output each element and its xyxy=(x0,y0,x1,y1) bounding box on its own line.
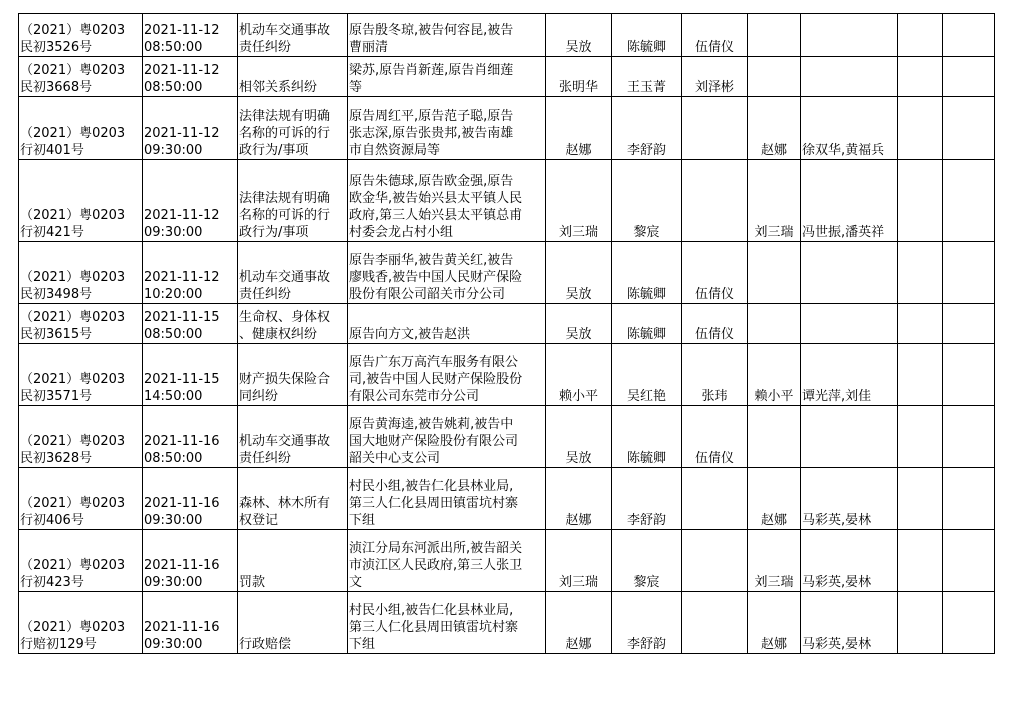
clerk-cell: 李舒韵 xyxy=(612,592,682,654)
table-row xyxy=(19,160,995,242)
clerk-cell: 王玉菁 xyxy=(612,57,682,97)
hearing-time-cell: 2021-11-16 08:50:00 xyxy=(143,406,238,468)
table-row xyxy=(19,14,995,57)
case-number-cell: （2021）粤0203 行初421号 xyxy=(19,160,143,242)
clerk-cell: 陈毓卿 xyxy=(612,406,682,468)
case-number-cell: （2021）粤0203 民初3668号 xyxy=(19,57,143,97)
empty-cell xyxy=(943,14,995,57)
juror-cell: 伍倩仪 xyxy=(682,14,748,57)
parties-cell: 村民小组,被告仁化县林业局, 第三人仁化县周田镇雷坑村寨 下组 xyxy=(348,468,546,530)
empty-cell xyxy=(898,468,943,530)
clerk-cell: 黎宸 xyxy=(612,160,682,242)
clerk-cell: 陈毓卿 xyxy=(612,304,682,344)
hearing-time-cell: 2021-11-12 08:50:00 xyxy=(143,14,238,57)
judge-cell: 赵娜 xyxy=(546,592,612,654)
presiding-judge-cell: 刘三瑞 xyxy=(748,160,801,242)
jurors-cell xyxy=(801,304,898,344)
case-number-cell: （2021）粤0203 民初3615号 xyxy=(19,304,143,344)
presiding-judge-cell xyxy=(748,57,801,97)
hearing-time-cell: 2021-11-16 09:30:00 xyxy=(143,530,238,592)
parties-cell: 原告李丽华,被告黄关红,被告 廖贱香,被告中国人民财产保险 股份有限公司韶关市分公司 xyxy=(348,242,546,304)
juror-cell xyxy=(682,97,748,160)
presiding-judge-cell: 赵娜 xyxy=(748,592,801,654)
case-cause-cell: 行政赔偿 xyxy=(238,592,348,654)
empty-cell xyxy=(943,530,995,592)
empty-cell xyxy=(943,57,995,97)
judge-cell: 张明华 xyxy=(546,57,612,97)
case-number-cell: （2021）粤0203 民初3628号 xyxy=(19,406,143,468)
juror-cell xyxy=(682,468,748,530)
empty-cell xyxy=(943,592,995,654)
presiding-judge-cell xyxy=(748,242,801,304)
table-row xyxy=(19,530,995,592)
case-cause-cell: 法律法规有明确 名称的可诉的行 政行为/事项 xyxy=(238,160,348,242)
clerk-cell: 陈毓卿 xyxy=(612,242,682,304)
empty-cell xyxy=(943,242,995,304)
judge-cell: 吴放 xyxy=(546,304,612,344)
presiding-judge-cell: 赖小平 xyxy=(748,344,801,406)
empty-cell xyxy=(943,468,995,530)
case-cause-cell: 机动车交通事故 责任纠纷 xyxy=(238,406,348,468)
hearing-time-cell: 2021-11-12 09:30:00 xyxy=(143,97,238,160)
case-cause-cell: 森林、林木所有 权登记 xyxy=(238,468,348,530)
hearing-time-cell: 2021-11-12 08:50:00 xyxy=(143,57,238,97)
case-number-cell: （2021）粤0203 民初3498号 xyxy=(19,242,143,304)
judge-cell: 刘三瑞 xyxy=(546,160,612,242)
case-cause-cell: 相邻关系纠纷 xyxy=(238,57,348,97)
judge-cell: 赖小平 xyxy=(546,344,612,406)
empty-cell xyxy=(943,160,995,242)
jurors-cell xyxy=(801,406,898,468)
clerk-cell: 吴红艳 xyxy=(612,344,682,406)
jurors-cell xyxy=(801,57,898,97)
judge-cell: 吴放 xyxy=(546,14,612,57)
jurors-cell: 徐双华,黄福兵 xyxy=(801,97,898,160)
parties-cell: 原告周红平,原告范子聪,原告 张志深,原告张贵邦,被告南雄 市自然资源局等 xyxy=(348,97,546,160)
juror-cell: 张玮 xyxy=(682,344,748,406)
table-row xyxy=(19,592,995,654)
case-number-cell: （2021）粤0203 民初3571号 xyxy=(19,344,143,406)
empty-cell xyxy=(898,14,943,57)
parties-cell: 原告朱德球,原告欧金强,原告 欧金华,被告始兴县太平镇人民 政府,第三人始兴县太平镇总甫 村委会龙占村小组 xyxy=(348,160,546,242)
presiding-judge-cell: 刘三瑞 xyxy=(748,530,801,592)
case-number-cell: （2021）粤0203 行初423号 xyxy=(19,530,143,592)
jurors-cell: 马彩英,晏林 xyxy=(801,468,898,530)
clerk-cell: 李舒韵 xyxy=(612,97,682,160)
empty-cell xyxy=(943,97,995,160)
empty-cell xyxy=(898,344,943,406)
hearing-time-cell: 2021-11-16 09:30:00 xyxy=(143,592,238,654)
empty-cell xyxy=(943,406,995,468)
hearing-time-cell: 2021-11-16 09:30:00 xyxy=(143,468,238,530)
presiding-judge-cell xyxy=(748,304,801,344)
juror-cell: 伍倩仪 xyxy=(682,304,748,344)
juror-cell: 刘泽彬 xyxy=(682,57,748,97)
case-number-cell: （2021）粤0203 行初406号 xyxy=(19,468,143,530)
empty-cell xyxy=(898,592,943,654)
hearing-schedule-table xyxy=(18,13,995,654)
table-row xyxy=(19,406,995,468)
case-number-cell: （2021）粤0203 行初401号 xyxy=(19,97,143,160)
parties-cell: 原告向方文,被告赵洪 xyxy=(348,304,546,344)
presiding-judge-cell: 赵娜 xyxy=(748,468,801,530)
juror-cell xyxy=(682,530,748,592)
hearing-time-cell: 2021-11-15 14:50:00 xyxy=(143,344,238,406)
presiding-judge-cell xyxy=(748,14,801,57)
juror-cell xyxy=(682,160,748,242)
juror-cell: 伍倩仪 xyxy=(682,242,748,304)
table-row xyxy=(19,344,995,406)
presiding-judge-cell: 赵娜 xyxy=(748,97,801,160)
juror-cell: 伍倩仪 xyxy=(682,406,748,468)
table-row xyxy=(19,304,995,344)
judge-cell: 赵娜 xyxy=(546,97,612,160)
empty-cell xyxy=(898,530,943,592)
case-cause-cell: 生命权、身体权 、健康权纠纷 xyxy=(238,304,348,344)
case-cause-cell: 机动车交通事故 责任纠纷 xyxy=(238,242,348,304)
case-cause-cell: 机动车交通事故 责任纠纷 xyxy=(238,14,348,57)
clerk-cell: 黎宸 xyxy=(612,530,682,592)
table-row xyxy=(19,97,995,160)
parties-cell: 梁苏,原告肖新莲,原告肖细莲 等 xyxy=(348,57,546,97)
empty-cell xyxy=(898,242,943,304)
empty-cell xyxy=(898,57,943,97)
table-row xyxy=(19,57,995,97)
jurors-cell: 冯世振,潘英祥 xyxy=(801,160,898,242)
empty-cell xyxy=(898,97,943,160)
case-number-cell: （2021）粤0203 行赔初129号 xyxy=(19,592,143,654)
judge-cell: 吴放 xyxy=(546,406,612,468)
parties-cell: 浈江分局东河派出所,被告韶关 市浈江区人民政府,第三人张卫 文 xyxy=(348,530,546,592)
clerk-cell: 李舒韵 xyxy=(612,468,682,530)
jurors-cell: 马彩英,晏林 xyxy=(801,530,898,592)
judge-cell: 刘三瑞 xyxy=(546,530,612,592)
hearing-time-cell: 2021-11-15 08:50:00 xyxy=(143,304,238,344)
juror-cell xyxy=(682,592,748,654)
hearing-time-cell: 2021-11-12 10:20:00 xyxy=(143,242,238,304)
table-row xyxy=(19,468,995,530)
empty-cell xyxy=(943,304,995,344)
case-number-cell: （2021）粤0203 民初3526号 xyxy=(19,14,143,57)
judge-cell: 赵娜 xyxy=(546,468,612,530)
clerk-cell: 陈毓卿 xyxy=(612,14,682,57)
case-cause-cell: 罚款 xyxy=(238,530,348,592)
empty-cell xyxy=(898,160,943,242)
jurors-cell xyxy=(801,14,898,57)
case-cause-cell: 法律法规有明确 名称的可诉的行 政行为/事项 xyxy=(238,97,348,160)
parties-cell: 村民小组,被告仁化县林业局, 第三人仁化县周田镇雷坑村寨 下组 xyxy=(348,592,546,654)
empty-cell xyxy=(898,406,943,468)
parties-cell: 原告广东万高汽车服务有限公 司,被告中国人民财产保险股份 有限公司东莞市分公司 xyxy=(348,344,546,406)
case-cause-cell: 财产损失保险合 同纠纷 xyxy=(238,344,348,406)
jurors-cell xyxy=(801,242,898,304)
presiding-judge-cell xyxy=(748,406,801,468)
parties-cell: 原告殷冬琼,被告何容昆,被告 曹丽清 xyxy=(348,14,546,57)
parties-cell: 原告黄海逵,被告姚莉,被告中 国大地财产保险股份有限公司 韶关中心支公司 xyxy=(348,406,546,468)
table-row xyxy=(19,242,995,304)
jurors-cell: 谭光萍,刘佳 xyxy=(801,344,898,406)
empty-cell xyxy=(898,304,943,344)
jurors-cell: 马彩英,晏林 xyxy=(801,592,898,654)
judge-cell: 吴放 xyxy=(546,242,612,304)
hearing-time-cell: 2021-11-12 09:30:00 xyxy=(143,160,238,242)
empty-cell xyxy=(943,344,995,406)
